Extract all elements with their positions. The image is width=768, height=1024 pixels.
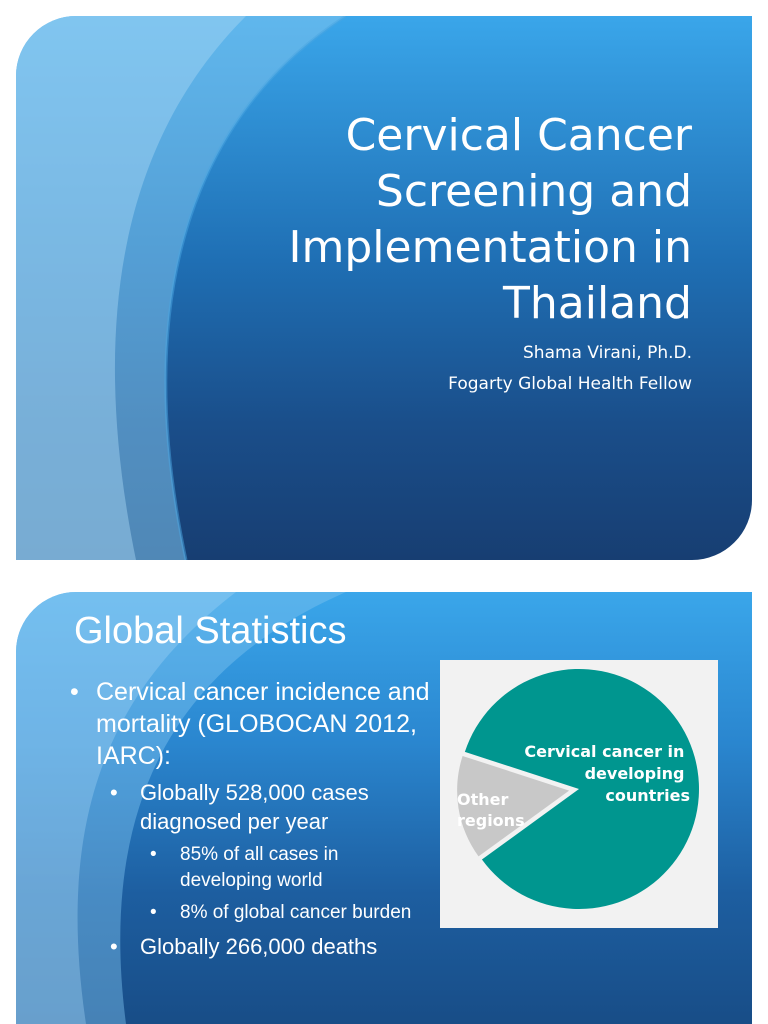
global-statistics-slide: [16, 592, 752, 1024]
pie-chart-panel: [440, 660, 718, 928]
title-line: Screening and: [375, 166, 692, 217]
bullet-item: [70, 900, 430, 926]
author-affiliation: Fogarty Global Health Fellow: [448, 374, 692, 394]
pie-label-main: countries: [605, 786, 690, 805]
bullet-item: [70, 842, 430, 894]
pie-chart: [440, 660, 718, 928]
bullet-text: Globally 266,000 deaths: [140, 934, 378, 959]
title-line: Implementation in: [288, 222, 692, 273]
bullet-dot: •: [110, 934, 118, 959]
presentation-title: [172, 108, 692, 332]
bullet-dot: •: [110, 780, 118, 805]
slide-title: Global Statistics: [74, 610, 347, 652]
bullet-text: 8% of global cancer burden: [180, 902, 412, 923]
bullet-dot: •: [150, 844, 157, 865]
bullet-dot: •: [150, 902, 157, 923]
presentation-subtitle: [272, 338, 692, 400]
bullet-text: 85% of all cases in developing world: [180, 844, 339, 891]
bullet-item: [70, 932, 430, 961]
pie-label-other: Other: [457, 790, 509, 809]
bullet-text: Cervical cancer incidence and mortality (GLOBOCAN 2012, IARC):: [96, 678, 430, 770]
bullet-list: [70, 676, 430, 961]
pie-label-main: Cervical cancer in: [524, 742, 685, 761]
bullet-item: [70, 676, 430, 772]
pie-label-main: developing: [584, 764, 685, 783]
bullet-text: Globally 528,000 cases diagnosed per year: [140, 780, 369, 834]
pie-label-other: regions: [457, 811, 525, 830]
title-line: Thailand: [503, 278, 692, 329]
bullet-dot: •: [70, 678, 79, 706]
author-name: Shama Virani, Ph.D.: [523, 343, 692, 363]
bullet-item: [70, 778, 430, 836]
title-slide: [16, 16, 752, 560]
title-line: Cervical Cancer: [345, 110, 692, 161]
